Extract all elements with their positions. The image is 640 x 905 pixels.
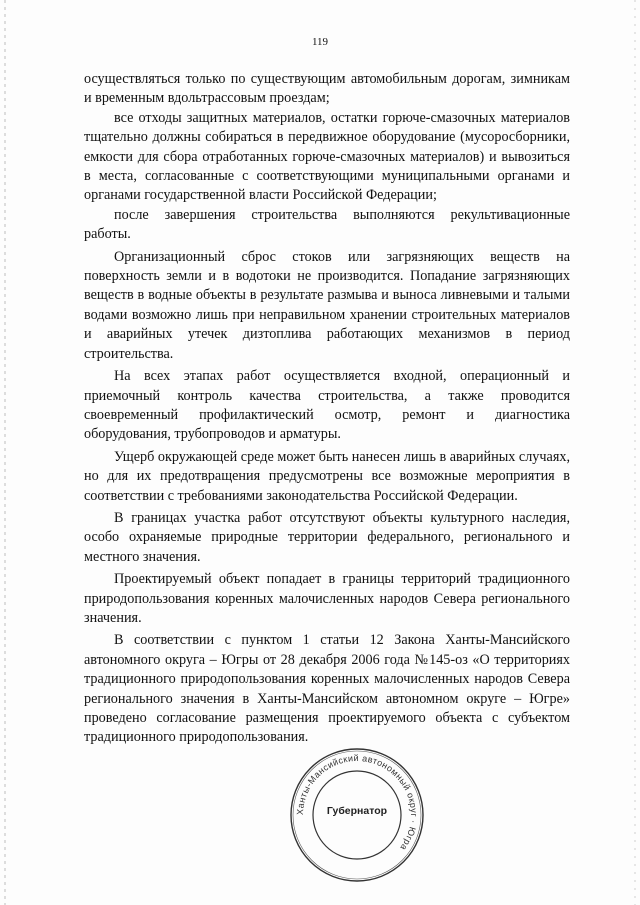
stamp-ring-text: Ханты-Мансийский автономный округ · Югра bbox=[294, 752, 420, 853]
page-number: 119 bbox=[311, 36, 329, 48]
scan-edge-right bbox=[634, 0, 636, 905]
document-body bbox=[84, 70, 570, 748]
paragraph-8: Проектируемый объект попадает в границы территорий традиционного природопользования коренных малочисленных народов Севера регионального значения. bbox=[84, 571, 570, 626]
paragraph-2: все отходы защитных материалов, остатки горюче-смазочных материалов тщательно должны собираться в передвижное оборудование (мусоросборники, емкости для сбора отработанных горюче-смазочных материалов) и вывозиться в места, согласованные с соответствующими муниципальными органами и органами государственной власти Российской Федерации; bbox=[84, 109, 570, 204]
stamp-center-text: Губернатор bbox=[326, 805, 388, 817]
scan-edge-left bbox=[4, 0, 6, 905]
paragraph-4: Организационный сброс стоков или загрязняющих веществ на поверхность земли и в водотоки не производится. Попадание загрязняющих веществ в водные объекты в результате размыва и выноса ливневыми и талыми водами возможно лишь при неправильном хранении строительных материалов и аварийных утечек дизтоплива работающих механизмов в период строительства. bbox=[84, 248, 570, 362]
paragraph-3: после завершения строительства выполняются рекультивационные работы. bbox=[84, 206, 570, 243]
paragraph-1: осуществляться только по существующим автомобильным дорогам, зимникам и временным вдольтрассовым проездам; bbox=[84, 71, 570, 107]
paragraph-5: На всех этапах работ осуществляется входной, операционный и приемочный контроль качества строительства, а также проводится своевременный профилактический осмотр, ремонт и диагностика оборудования, трубопроводов и арматуры. bbox=[84, 368, 570, 443]
official-stamp bbox=[287, 745, 427, 885]
paragraph-9: В соответствии с пунктом 1 статьи 12 Закона Ханты-Мансийского автономного округа – Югры от 28 декабря 2006 года №145-оз «О территориях традиционного природопользования коренных малочисленных народов Севера регионального значения в Ханты-Мансийском автономном округе – Югре» проведено согласование размещения проектируемого объекта с субъектом традиционного природопользования. bbox=[84, 632, 570, 746]
paragraph-6: Ущерб окружающей среде может быть нанесен лишь в аварийных случаях, но для их предотвращения предусмотрены все возможные мероприятия в соответствии с требованиями законодательства Российской Федерации. bbox=[84, 448, 570, 504]
paragraph-7: В границах участка работ отсутствуют объекты культурного наследия, особо охраняемые природные территории федерального, регионального и местного значения. bbox=[84, 509, 570, 565]
